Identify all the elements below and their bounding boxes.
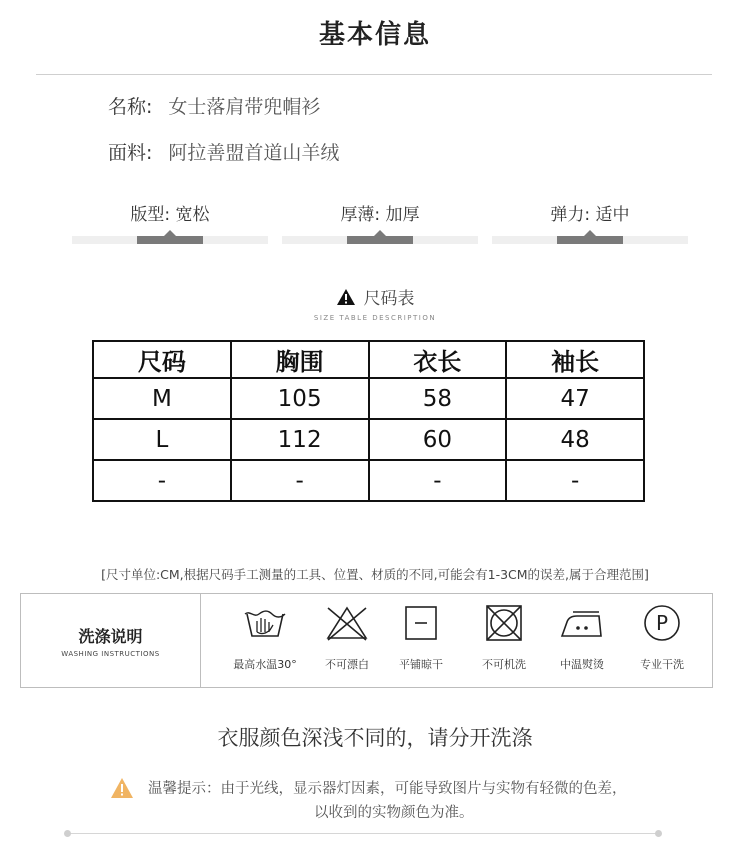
table-cell: -: [93, 460, 231, 501]
attribute-elasticity-level: [557, 236, 623, 244]
table-cell: M: [93, 378, 231, 419]
attribute-elasticity: [492, 200, 688, 226]
table-cell: 105: [231, 378, 369, 419]
no-bleach-icon: [324, 602, 370, 644]
tip-line-2: 以收到的实物颜色为准。: [314, 805, 474, 821]
wash-label: 不可机洗: [482, 658, 526, 671]
divider-dot-right: [655, 830, 662, 837]
wash-item-no-machine-wash: [464, 602, 544, 672]
wash-label: 不可漂白: [325, 658, 369, 671]
table-row: [93, 378, 644, 419]
table-cell: -: [369, 460, 507, 501]
wash-item-iron-medium: [542, 602, 622, 672]
warning-icon: [110, 777, 134, 799]
size-table-header-row: [93, 341, 644, 378]
attribute-fit: [72, 200, 268, 226]
table-cell: 47: [506, 378, 644, 419]
attribute-fit-marker: [163, 230, 177, 237]
iron-medium-icon: [559, 602, 605, 644]
section-title: 基本信息: [318, 20, 431, 50]
attribute-fit-level: [137, 236, 203, 244]
table-cell: -: [506, 460, 644, 501]
svg-text:P: P: [655, 611, 669, 635]
product-name-value: 女士落肩带兜帽衫: [168, 96, 321, 118]
wash-item-no-bleach: [307, 602, 387, 672]
wash-item-hand-wash: [225, 602, 305, 672]
attribute-elasticity-marker: [583, 230, 597, 237]
dry-flat-icon: [398, 602, 444, 644]
size-table-subtitle: SIZE TABLE DESCRIPTION: [313, 313, 437, 322]
wash-basin-30-icon: [242, 602, 288, 644]
wash-item-dry-flat: [381, 602, 461, 672]
attribute-thickness-level: [347, 236, 413, 244]
wash-label: 最高水温30°: [233, 658, 297, 671]
title-divider: [36, 74, 712, 75]
product-name-label: 名称:: [108, 96, 153, 118]
product-name-row: [108, 92, 320, 119]
attribute-thickness: [282, 200, 478, 226]
table-cell: 112: [231, 419, 369, 460]
separate-wash-notice: 衣服颜色深浅不同的，请分开洗涤: [217, 726, 533, 750]
wash-label: 中温熨烫: [560, 658, 604, 671]
size-table-title: 尺码表: [363, 289, 415, 309]
no-machine-wash-icon: [481, 602, 527, 644]
wash-item-dry-clean: [622, 602, 702, 672]
washing-subtitle: WASHING INSTRUCTIONS: [61, 650, 160, 658]
header-size: 尺码: [93, 341, 231, 378]
size-table-heading: [0, 284, 750, 322]
divider-dot-left: [64, 830, 71, 837]
dry-clean-p-icon: [639, 602, 685, 644]
table-cell: 58: [369, 378, 507, 419]
attribute-elasticity-label: 弹力: 适中: [550, 205, 630, 225]
wash-label: 专业干洗: [640, 658, 684, 671]
fabric-label: 面料:: [108, 142, 153, 164]
header-length: 衣长: [369, 341, 507, 378]
measurement-note: [尺寸单位:CM,根据尺码手工测量的工具、位置、材质的不同,可能会有1-3CM的误差,属于合理范围]: [101, 567, 649, 582]
warning-icon: [336, 288, 356, 306]
attribute-fit-label: 版型: 宽松: [130, 205, 210, 225]
table-cell: L: [93, 419, 231, 460]
attribute-thickness-marker: [373, 230, 387, 237]
fabric-value: 阿拉善盟首道山羊绒: [168, 142, 340, 164]
tip-line-1: 温馨提示：由于光线，显示器灯因素，可能导致图片与实物有轻微的色差，: [148, 781, 627, 797]
attribute-thickness-label: 厚薄: 加厚: [340, 205, 420, 225]
table-cell: 48: [506, 419, 644, 460]
bottom-divider: [68, 833, 658, 834]
wash-label: 平铺晾干: [399, 658, 443, 671]
fabric-row: [108, 138, 339, 165]
washing-instructions: [20, 593, 713, 688]
header-chest: 胸围: [231, 341, 369, 378]
size-table: [92, 340, 645, 502]
table-row: [93, 419, 644, 460]
header-sleeve: 袖长: [506, 341, 644, 378]
washing-title: 洗涤说明: [78, 627, 143, 646]
table-cell: -: [231, 460, 369, 501]
table-row: [93, 460, 644, 501]
table-cell: 60: [369, 419, 507, 460]
washing-heading: [21, 594, 201, 687]
